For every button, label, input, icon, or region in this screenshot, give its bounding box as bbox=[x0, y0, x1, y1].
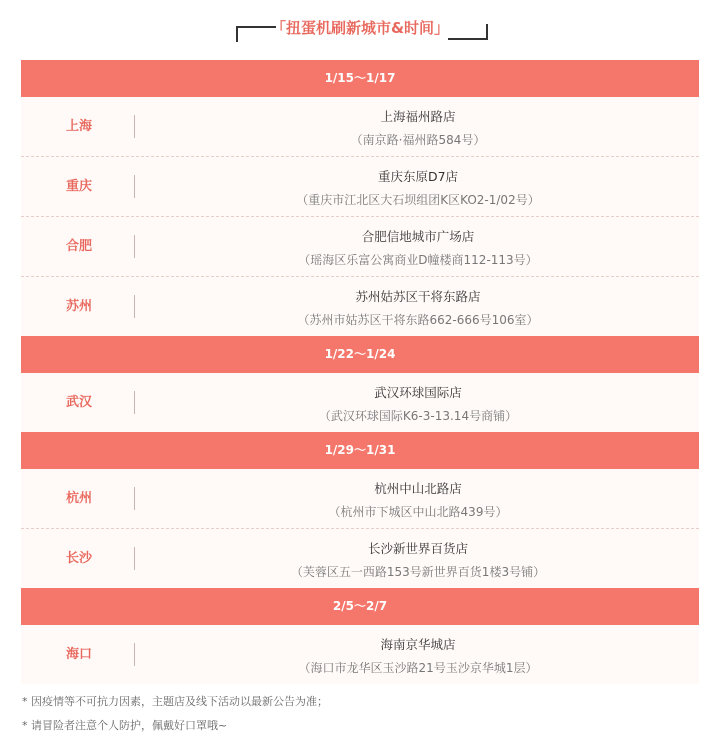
store-name: 合肥信地城市广场店 bbox=[361, 229, 475, 244]
divider bbox=[134, 547, 135, 570]
store-name: 武汉环球国际店 bbox=[374, 385, 462, 400]
store-address: （武汉环球国际K6-3-13.14号商铺） bbox=[318, 409, 518, 423]
date-band: 1/29～1/31 bbox=[21, 432, 699, 469]
table-row bbox=[21, 277, 699, 336]
divider bbox=[134, 235, 135, 258]
divider bbox=[134, 295, 135, 318]
table-row bbox=[21, 373, 699, 432]
store-name: 上海福州路店 bbox=[380, 109, 456, 124]
date-band: 1/15～1/17 bbox=[21, 60, 699, 97]
footnotes bbox=[22, 690, 702, 738]
store-name: 杭州中山北路店 bbox=[374, 481, 462, 496]
city-label: 武汉 bbox=[65, 395, 92, 410]
title-bracket-right bbox=[448, 24, 488, 40]
store-address: （南京路·福州路584号） bbox=[350, 133, 486, 147]
table-row bbox=[21, 217, 699, 277]
footnote: * 因疫情等不可抗力因素，主题店及线下活动以最新公告为准； bbox=[22, 695, 328, 708]
city-label: 重庆 bbox=[65, 179, 92, 194]
store-name: 海南京华城店 bbox=[380, 637, 456, 652]
store-name: 重庆东原D7店 bbox=[377, 169, 459, 184]
table-row bbox=[21, 469, 699, 529]
table-row bbox=[21, 529, 699, 588]
store-address: （苏州市姑苏区干将东路662-666号106室） bbox=[297, 313, 539, 327]
store-address: （重庆市江北区大石坝组团K区KO2-1/02号） bbox=[296, 193, 540, 207]
store-name: 长沙新世界百货店 bbox=[367, 541, 468, 556]
date-band: 2/5～2/7 bbox=[21, 588, 699, 625]
city-label: 杭州 bbox=[65, 491, 92, 506]
divider bbox=[134, 391, 135, 414]
city-label: 合肥 bbox=[65, 239, 92, 254]
city-label: 上海 bbox=[65, 119, 92, 134]
city-label: 苏州 bbox=[65, 299, 92, 314]
city-label: 长沙 bbox=[65, 551, 92, 566]
divider bbox=[134, 487, 135, 510]
store-address: （海口市龙华区玉沙路21号玉沙京华城1层） bbox=[298, 661, 538, 675]
divider bbox=[134, 643, 135, 666]
title-area bbox=[0, 0, 720, 60]
city-label: 海口 bbox=[65, 647, 92, 662]
footnote: * 请冒险者注意个人防护，佩戴好口罩哦~ bbox=[22, 719, 228, 732]
table-row bbox=[21, 97, 699, 157]
store-name: 苏州姑苏区干将东路店 bbox=[355, 289, 481, 304]
divider bbox=[134, 115, 135, 138]
date-band: 1/22～1/24 bbox=[21, 336, 699, 373]
page-title: 「扭蛋机刷新城市&时间」 bbox=[270, 19, 450, 37]
store-address: （芙蓉区五一西路153号新世界百货1楼3号铺） bbox=[290, 565, 546, 579]
divider bbox=[134, 175, 135, 198]
schedule-table bbox=[21, 60, 699, 684]
table-row bbox=[21, 157, 699, 217]
table-row bbox=[21, 625, 699, 684]
store-address: （杭州市下城区中山北路439号） bbox=[328, 505, 508, 519]
store-address: （瑶海区乐富公寓商业D幢楼商112-113号） bbox=[298, 253, 538, 267]
